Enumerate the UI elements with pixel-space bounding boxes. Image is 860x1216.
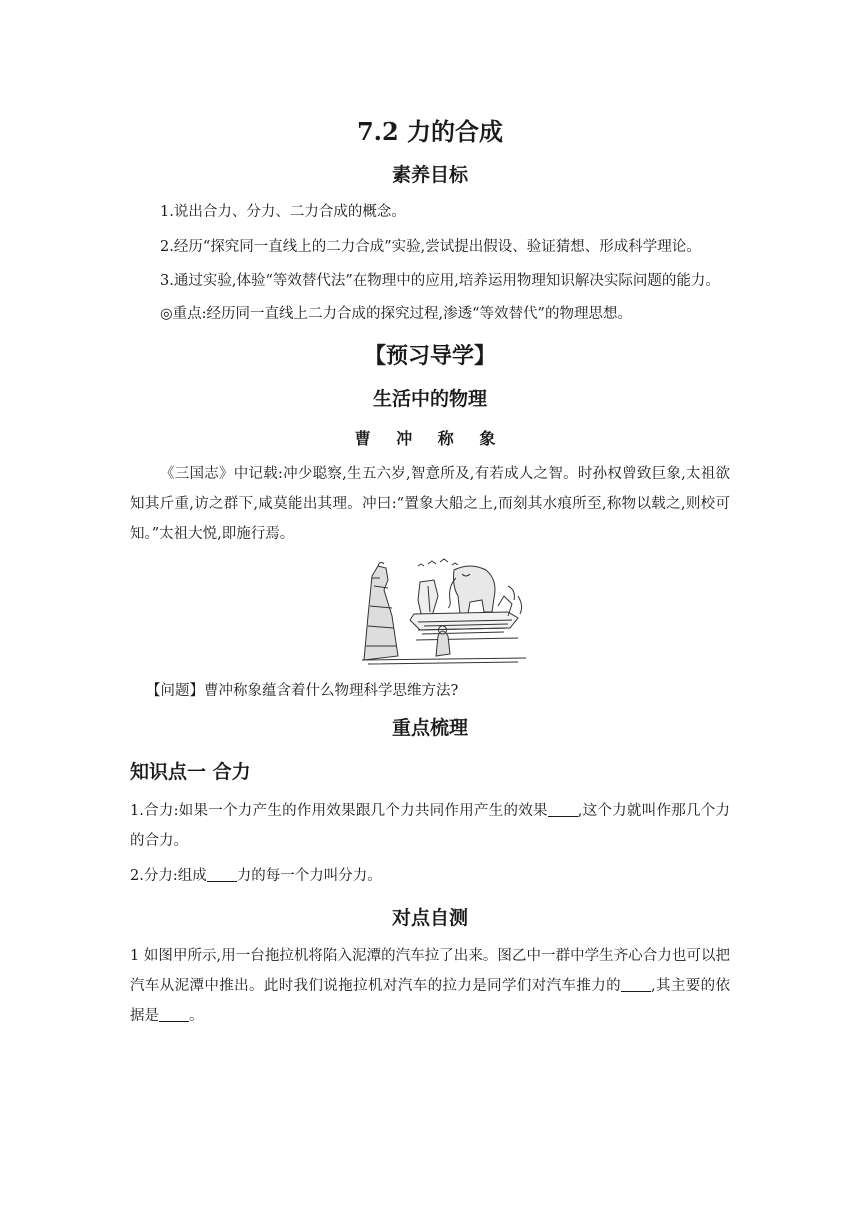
definition-text-2: ,这个力就叫作那几个力的合力。 [130,803,730,849]
definition-text-1: 1.合力:如果一个力产生的作用效果跟几个力共同作用产生的效果 [130,803,548,819]
self-test-question-1 [130,941,730,1031]
definition-text-3: 2.分力:组成 [130,868,207,884]
answer-blank-1[interactable] [548,802,578,818]
resultant-force-definition [130,796,730,856]
cao-chong-weighing-elephant-illustration [358,556,530,666]
lesson-title: 7.2 力的合成 [356,117,504,146]
preview-heading: 【预习导学】 [363,344,496,369]
answer-blank-3[interactable] [621,977,651,993]
answer-blank-2[interactable] [207,867,237,883]
question-text-3: 。 [189,1008,204,1024]
goal-key-point: ◎重点:经历同一直线上二力合成的探究过程,渗透“等效替代”的物理思想。 [160,306,632,322]
question-text-2: ,其主要的依据是 [130,978,731,1024]
life-physics-heading: 生活中的物理 [372,388,487,410]
key-points-heading: 重点梳理 [391,717,468,739]
goal-item-2: 2.经历“探究同一直线上的二力合成”实验,尝试提出假设、验证猜想、形成科学理论。 [160,239,701,255]
knowledge-point-1-heading: 知识点一 合力 [130,761,251,783]
story-text: 《三国志》中记载:冲少聪察,生五六岁,智意所及,有若成人之智。时孙权曾致巨象,太祖欲知其斤重,访之群下,咸莫能出其理。冲曰:“置象大船之上,而刻其水痕所至,称物以载之,则校可知。”太祖大悦,即施行焉。 [130,466,730,542]
goal-item-3: 3.通过实验,体验“等效替代法”在物理中的应用,培养运用物理知识解决实际问题的能力。 [160,273,720,289]
goals-heading: 素养目标 [391,164,468,186]
self-test-heading: 对点自测 [391,907,468,929]
goal-item-1: 1.说出合力、分力、二力合成的概念。 [160,204,406,220]
component-force-definition [130,861,730,891]
story-title: 曹 冲 称 象 [354,429,506,448]
definition-text-4: 力的每一个力叫分力。 [236,868,382,884]
story-question: 【问题】曹冲称象蕴含着什么物理科学思维方法? [146,683,459,699]
question-text-1: 1 如图甲所示,用一台拖拉机将陷入泥潭的汽车拉了出来。图乙中一群中学生齐心合力也可以把汽车从泥潭中推出。此时我们说拖拉机对汽车的拉力是同学们对汽车推力的 [130,948,730,994]
answer-blank-4[interactable] [159,1007,189,1023]
